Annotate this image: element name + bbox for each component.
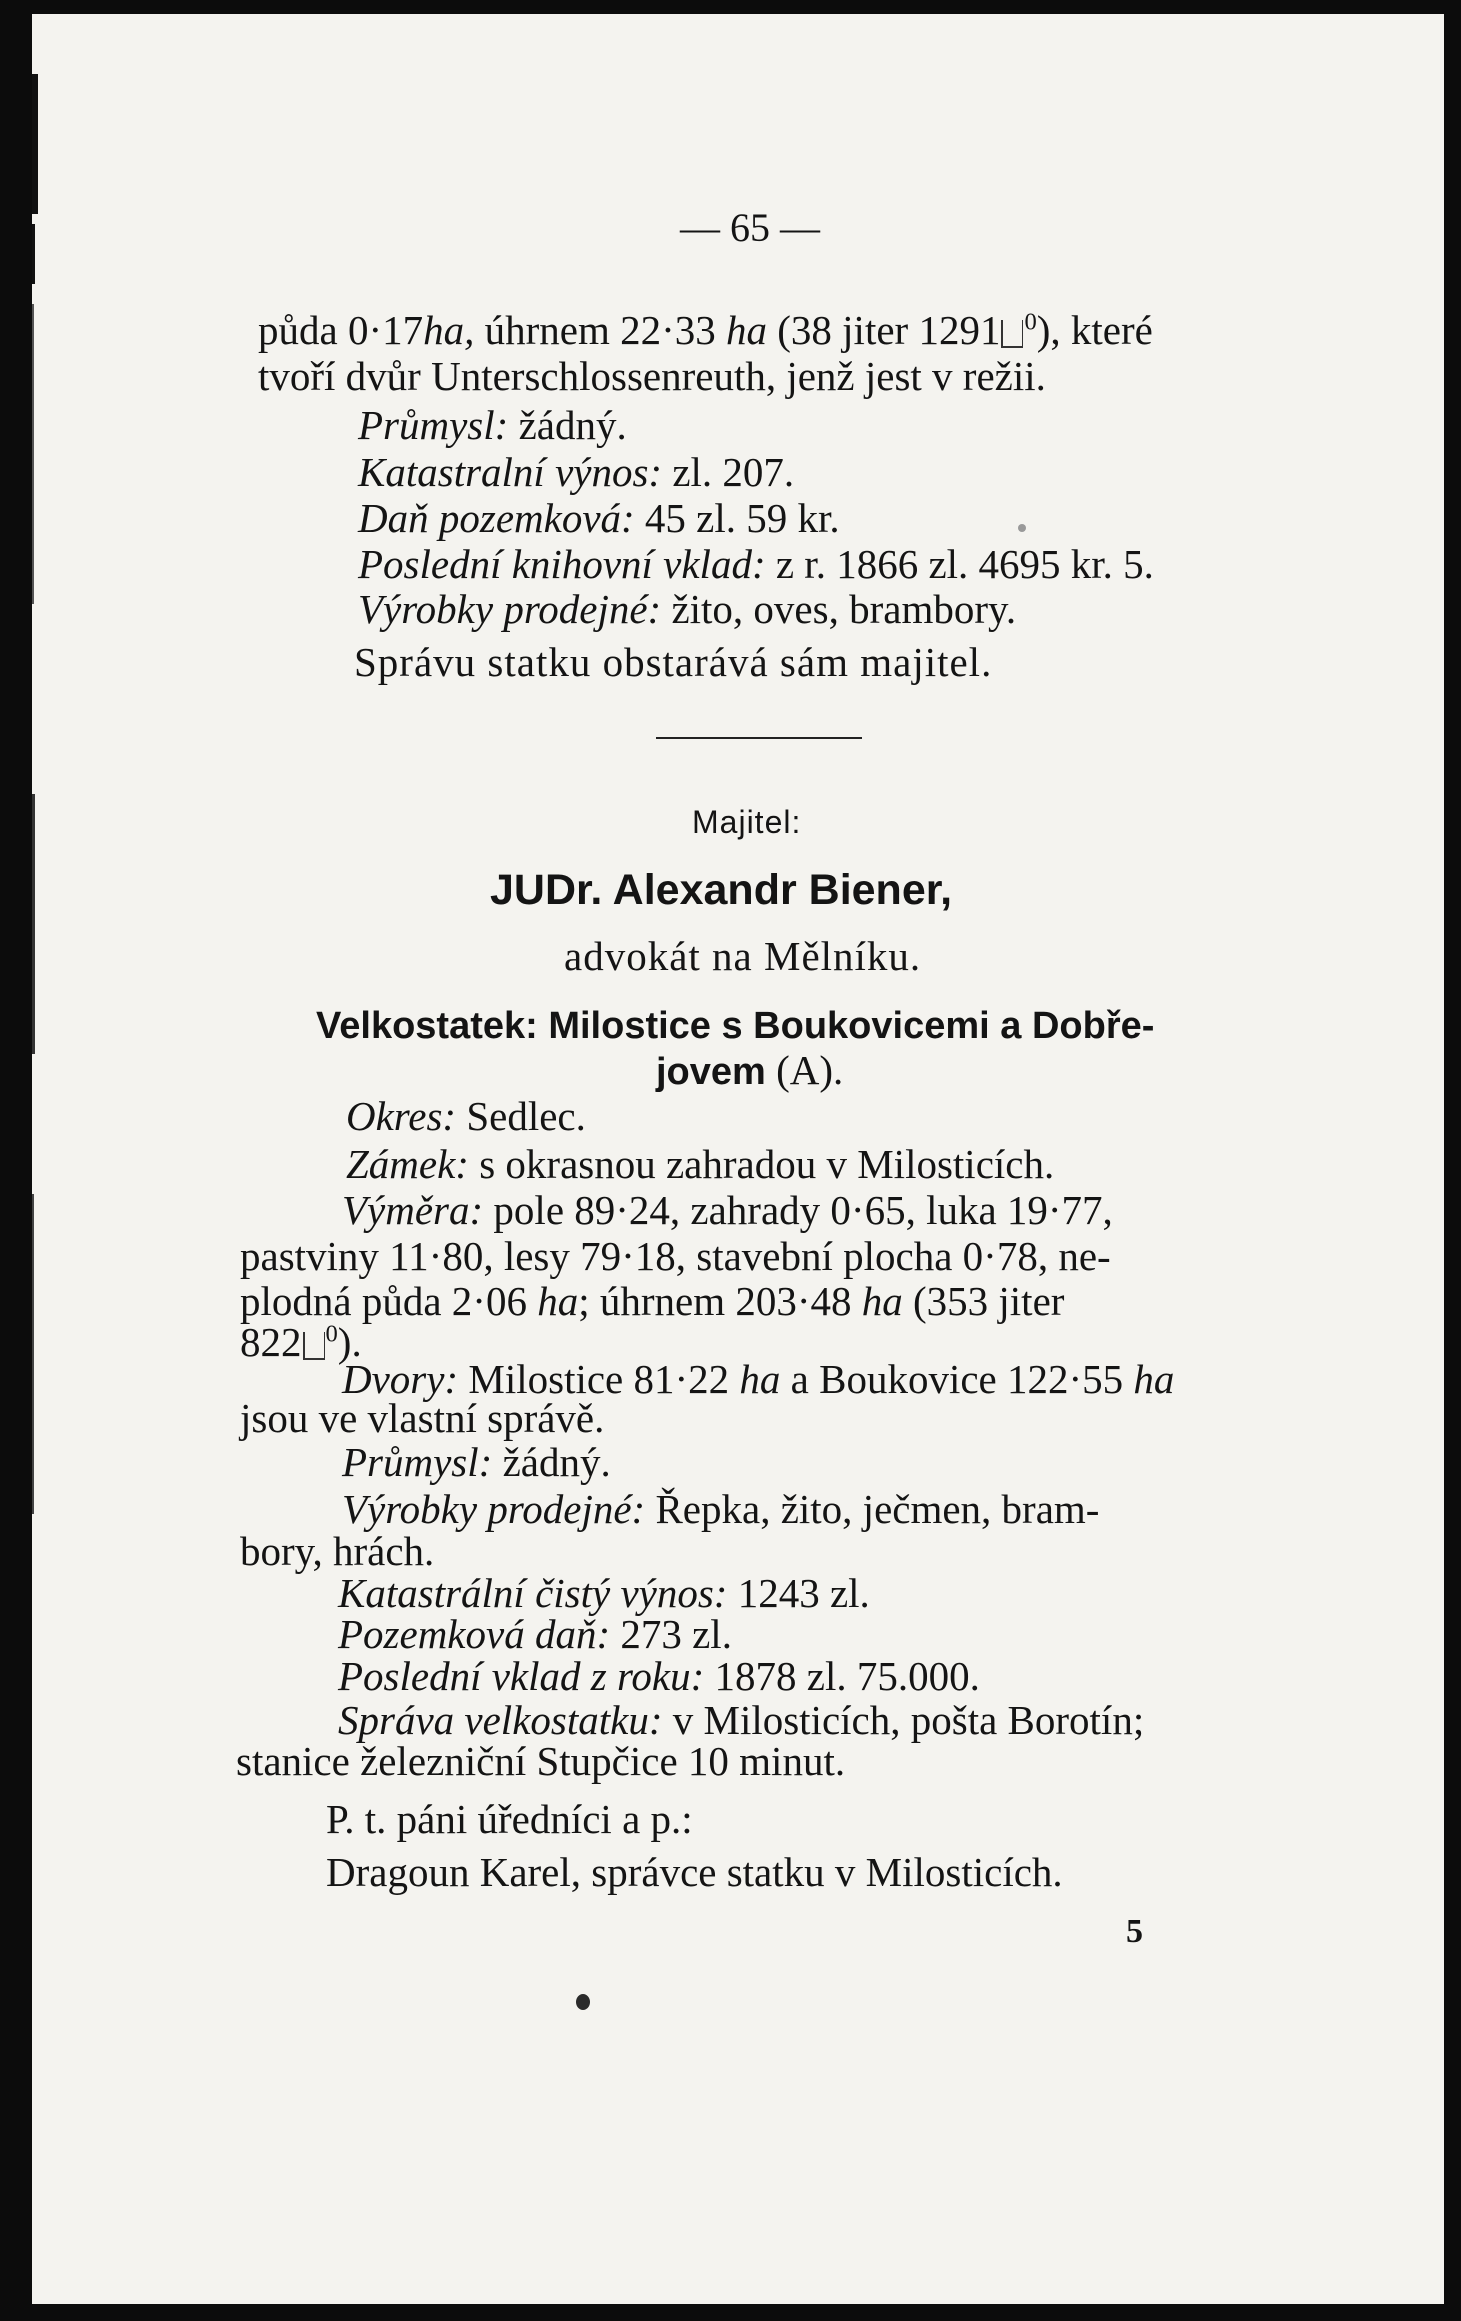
ink-speck [576, 1994, 590, 2010]
text-run: 822 [240, 1319, 302, 1365]
unit-ha: ha [1123, 1356, 1175, 1402]
field-label: Katastralní výnos: [358, 449, 663, 495]
field-label: Poslední knihovní vklad: [358, 541, 766, 587]
binding-edge-mark [32, 1194, 34, 1514]
text-line [358, 401, 627, 449]
text-run: ). [337, 1319, 362, 1365]
field-value: žádný. [508, 402, 627, 448]
field-value: 1878 zl. 75.000. [704, 1653, 980, 1699]
text-line: Správu statku obstarává sám majitel. [354, 639, 993, 685]
unit-ha: ha [729, 1356, 781, 1402]
unit-ha: ha, [423, 307, 475, 353]
text-run: ), které [1036, 307, 1153, 353]
text-line: pastviny 11·80, lesy 79·18, stavební plocha 0·78, ne- [240, 1233, 1111, 1279]
field-label: Katastrální čistý výnos: [338, 1570, 728, 1616]
field-value: v Milosticích, pošta Borotín; [662, 1697, 1145, 1743]
page-number: — 65 — [680, 205, 820, 250]
field-value: z r. 1866 zl. 4695 kr. 5. [765, 541, 1154, 587]
field-label: Okres: [346, 1093, 457, 1139]
field-value: Sedlec. [456, 1093, 586, 1139]
text-run: půda 0·17 [258, 307, 424, 353]
signature-mark: 5 [1126, 1913, 1143, 1950]
text-run: a Boukovice 122·55 [780, 1356, 1124, 1402]
binding-edge-mark [32, 74, 38, 214]
text-line: bory, hrách. [240, 1528, 435, 1574]
text-line [338, 1610, 732, 1658]
estate-title-suffix: (A). [765, 1047, 844, 1093]
text-line [338, 1652, 980, 1700]
binding-edge-mark [32, 794, 35, 1054]
text-run: plodná půda 2·06 [240, 1278, 527, 1324]
text-run: (353 jiter [902, 1278, 1065, 1324]
text-line [258, 306, 1153, 354]
field-label: Výrobky prodejné: [342, 1486, 646, 1532]
field-value: pole 89·24, zahrady 0·65, luka 19·77, [483, 1187, 1113, 1233]
field-label: Výměra: [342, 1187, 484, 1233]
text-run: Milostice 81·22 [458, 1356, 730, 1402]
field-value: Řepka, žito, ječmen, bram- [645, 1486, 1100, 1532]
field-value: 1243 zl. [727, 1570, 870, 1616]
text-line: tvoří dvůr Unterschlossenreuth, jenž jest v režii. [258, 353, 1046, 399]
section-divider [656, 737, 862, 739]
text-line: jsou ve vlastní správě. [240, 1395, 605, 1441]
unit-ha: ha [715, 307, 768, 353]
field-value: žito, oves, brambory. [661, 586, 1017, 632]
binding-edge-mark [32, 224, 35, 284]
field-value: zl. 207. [662, 449, 795, 495]
square-symbol [1001, 320, 1023, 348]
owner-name: JUDr. Alexandr Biener, [490, 866, 953, 914]
field-label: Dvory: [342, 1356, 459, 1402]
field-label: Výrobky prodejné: [358, 586, 662, 632]
unit-ha: ha [526, 1278, 579, 1324]
ink-speck [1018, 524, 1026, 532]
field-label: Průmysl: [358, 402, 509, 448]
field-label: Správa velkostatku: [338, 1697, 663, 1743]
text-line [346, 1140, 1054, 1188]
text-line [358, 448, 794, 496]
field-label: Pozemková daň: [338, 1611, 611, 1657]
officials-heading: P. t. páni úředníci a p.: [326, 1796, 693, 1842]
owner-occupation: advokát na Mělníku. [564, 933, 922, 979]
field-value: 273 zl. [610, 1611, 732, 1657]
field-label: Daň pozemková: [358, 495, 635, 541]
text-line [342, 1438, 611, 1486]
field-label: Průmysl: [342, 1439, 493, 1485]
square-symbol [303, 1332, 325, 1360]
binding-edge-mark [32, 304, 34, 604]
text-line [358, 540, 1154, 588]
text-run: (38 jiter 1291 [767, 307, 1001, 353]
text-line [342, 1485, 1099, 1533]
official-entry: Dragoun Karel, správce statku v Milosticích. [326, 1849, 1063, 1895]
degree-superscript: 0 [1024, 308, 1037, 336]
degree-superscript: 0 [325, 1320, 338, 1348]
field-value: žádný. [492, 1439, 611, 1485]
field-label: Poslední vklad z roku: [338, 1653, 705, 1699]
text-run: ; úhrnem 203·48 [578, 1278, 852, 1324]
text-line: stanice železniční Stupčice 10 minut. [236, 1738, 846, 1784]
field-label: Zámek: [346, 1141, 469, 1187]
field-value: s okrasnou zahradou v Milosticích. [468, 1141, 1055, 1187]
unit-ha: ha [851, 1278, 903, 1324]
text-line [346, 1092, 586, 1140]
estate-title-line2 [656, 1046, 843, 1096]
text-line [358, 585, 1016, 633]
text-line [240, 1277, 1064, 1325]
text-line [358, 494, 840, 542]
estate-title: Velkostatek: Milostice s Boukovicemi a Dobře- [316, 1005, 1155, 1047]
text-line [342, 1186, 1113, 1234]
field-value: 45 zl. 59 kr. [634, 495, 840, 541]
text-run: úhrnem 22·33 [474, 307, 716, 353]
owner-heading: Majitel: [692, 804, 802, 840]
estate-title-cont: jovem [656, 1051, 766, 1093]
